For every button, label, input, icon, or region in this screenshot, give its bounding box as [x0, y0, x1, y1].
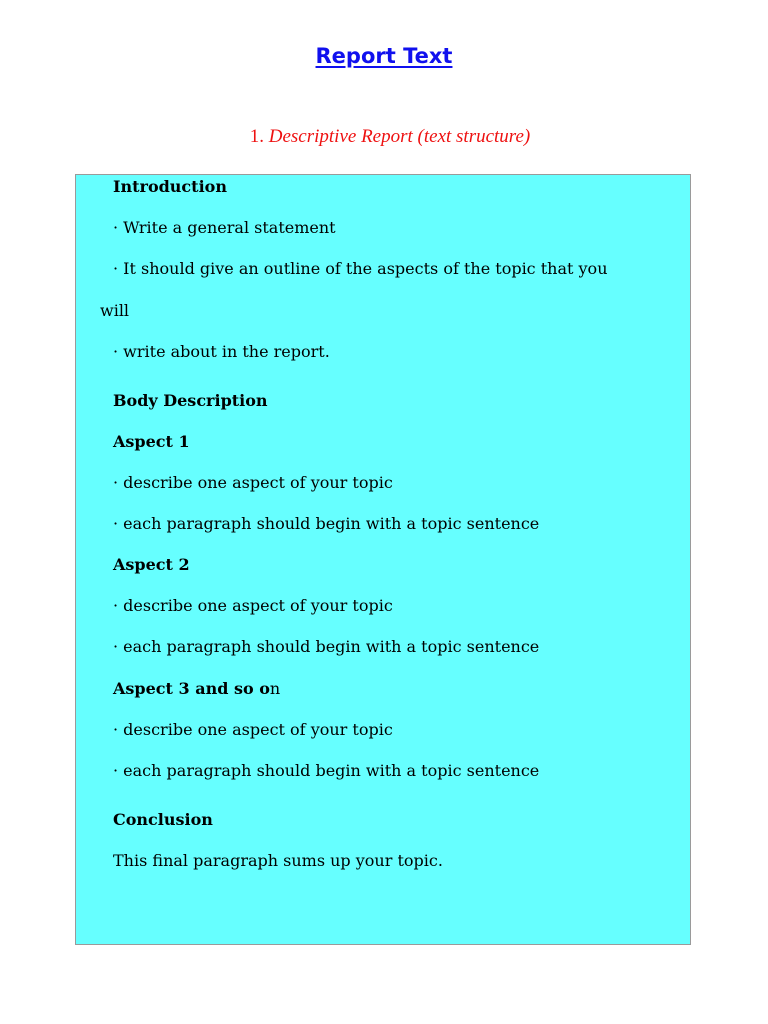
intro-bullet-1: · Write a general statement [113, 218, 336, 237]
aspect-1-bullet-1: · describe one aspect of your topic [113, 473, 393, 492]
aspect-1-heading: Aspect 1 [113, 432, 190, 451]
conclusion-text: This final paragraph sums up your topic. [113, 851, 443, 870]
conclusion-heading: Conclusion [113, 810, 213, 829]
aspect-2-bullet-2: · each paragraph should begin with a topic sentence [113, 637, 540, 656]
aspect-2-heading: Aspect 2 [113, 555, 190, 574]
intro-bullet-2: · It should give an outline of the aspects of the topic that you [113, 259, 608, 278]
aspect-3-heading-tail: n [269, 679, 281, 698]
section-subtitle [0, 126, 768, 148]
text-structure-box [75, 174, 691, 945]
intro-bullet-3: · write about in the report. [113, 342, 330, 361]
aspect-3-heading [113, 679, 280, 699]
aspect-2-bullet-1: · describe one aspect of your topic [113, 596, 393, 615]
aspect-3-bullet-1: · describe one aspect of your topic [113, 720, 393, 739]
page-title [0, 44, 768, 68]
subtitle-number: 1. [249, 126, 264, 147]
aspect-3-heading-bold: Aspect 3 and so o [113, 679, 270, 698]
aspect-3-bullet-2: · each paragraph should begin with a topic sentence [113, 761, 540, 780]
subtitle-text: Descriptive Report (text structure) [268, 126, 531, 147]
intro-wrap-text: will [100, 301, 130, 320]
page-title-text: Report Text [315, 44, 453, 68]
introduction-heading: Introduction [113, 177, 227, 196]
aspect-1-bullet-2: · each paragraph should begin with a topic sentence [113, 514, 540, 533]
body-description-heading: Body Description [113, 391, 268, 410]
